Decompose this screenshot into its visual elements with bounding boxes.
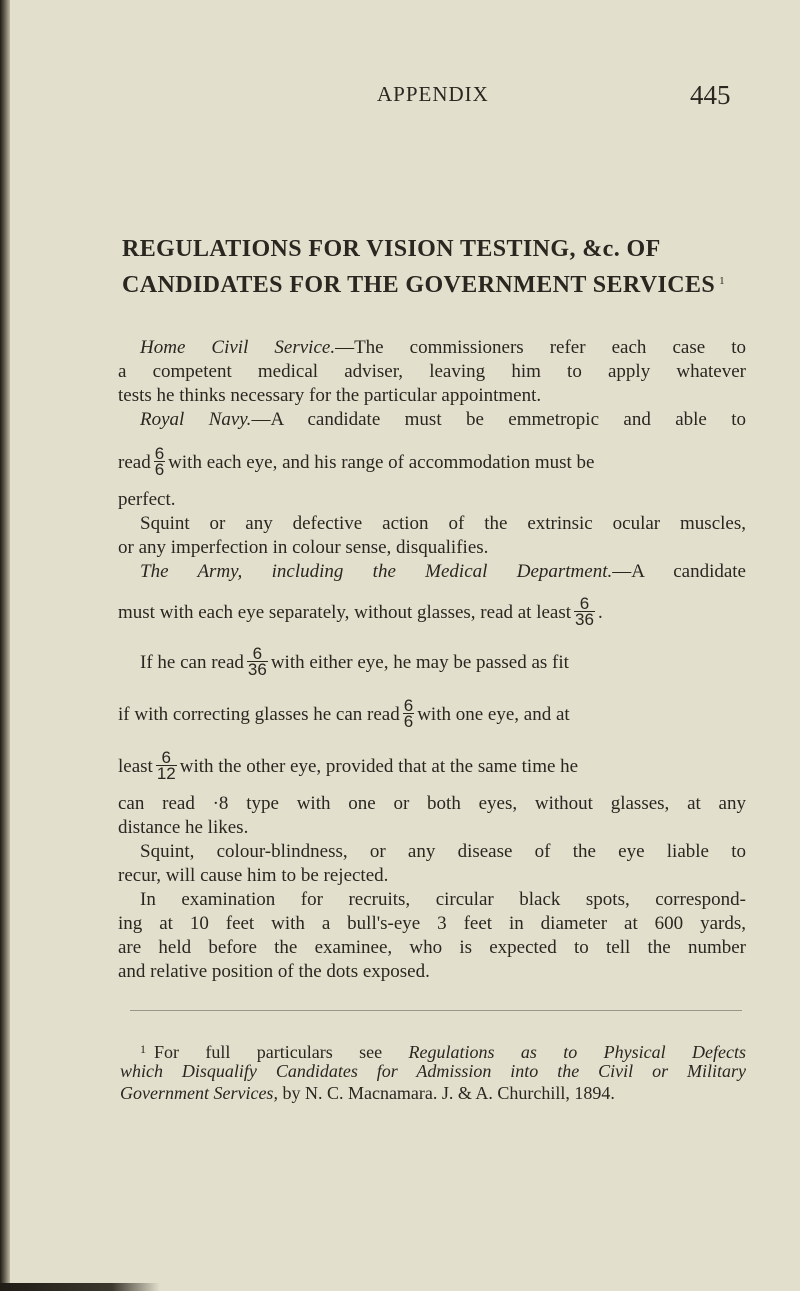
page-number: 445 xyxy=(690,80,731,110)
fraction-6-6: $\frac{6}{6}$ xyxy=(154,444,165,479)
footnote-mark: 1 xyxy=(140,1042,146,1056)
paragraph-army-line-3: If he can read $\frac{6}{36}$ with either eye, he may be passed as fit xyxy=(140,644,569,679)
footnote-reference: 1 xyxy=(719,275,726,287)
paragraph-army-line-13: and relative position of the dots exposed. xyxy=(118,961,430,982)
page-lower-content xyxy=(10,0,800,1291)
fraction-6-6-second: $\frac{6}{6}$ xyxy=(403,696,414,731)
paragraph-army-line-11: ing at 10 feet with a bull's-eye 3 feet in diameter at 600 yards, xyxy=(118,913,746,934)
paragraph-navy-line-1: Royal Navy.—A candidate must be emmetropic and able to xyxy=(140,409,746,430)
home-civil-label: Home Civil Service. xyxy=(140,337,336,358)
paragraph-home-civil-line-1: Home Civil Service.—The commissioners refer each case to xyxy=(140,337,746,358)
army-label: The Army, including the Medical Department. xyxy=(140,561,613,582)
paragraph-navy-line-5: or any imperfection in colour sense, disqualifies. xyxy=(118,537,489,558)
fraction-6-36-second: $\frac{6}{36}$ xyxy=(247,644,267,679)
fraction-6-12: $\frac{6}{12}$ xyxy=(156,748,176,783)
footnote-line-2: which Disqualify Candidates for Admission into the Civil or Military xyxy=(120,1061,746,1081)
paragraph-army-line-6: can read ·8 type with one or both eyes, without glasses, at any xyxy=(118,793,746,814)
footnote-line-3: Government Services, by N. C. Macnamara. J. & A. Churchill, 1894. xyxy=(120,1083,615,1103)
fraction-6-36: $\frac{6}{36}$ xyxy=(575,594,594,629)
paragraph-navy-line-4: Squint or any defective action of the extrinsic ocular muscles, xyxy=(140,513,746,534)
paragraph-army-line-5: least $\frac{6}{12}$ with the other eye, provided that at the same time he xyxy=(118,748,579,783)
paragraph-army-line-9: recur, will cause him to be rejected. xyxy=(118,865,389,886)
running-head-title: APPENDIX xyxy=(377,82,489,106)
paragraph-home-civil-line-3: tests he thinks necessary for the particular appointment. xyxy=(118,385,542,406)
paragraph-army-line-10: In examination for recruits, circular black spots, correspond- xyxy=(140,889,746,910)
paragraph-army-line-2: must with each eye separately, without glasses, read at least $\frac{6}{36}$ . xyxy=(118,594,603,629)
paragraph-army-line-7: distance he likes. xyxy=(118,817,249,838)
paragraph-army-line-1: The Army, including the Medical Department.—A candidate xyxy=(140,561,746,582)
paragraph-navy-line-3: perfect. xyxy=(118,489,176,510)
section-heading-text: CANDIDATES FOR THE GOVERNMENT SERVICES xyxy=(122,272,716,298)
footnote-divider xyxy=(130,1010,742,1011)
paragraph-army-line-8: Squint, colour-blindness, or any disease of the eye liable to xyxy=(140,841,746,862)
navy-label: Royal Navy. xyxy=(140,409,252,430)
paragraph-home-civil-line-2: a competent medical adviser, leaving him to apply whatever xyxy=(118,361,746,382)
footnote-line-1: $^1$ For full particulars see Regulations as to Physical Defects xyxy=(140,1042,746,1062)
page-edge-shadow xyxy=(0,1283,160,1291)
paragraph-army-line-4: if with correcting glasses he can read $\frac{6}{6}$ with one eye, and at xyxy=(118,696,570,731)
section-heading-line-1: REGULATIONS FOR VISION TESTING, &c. OF xyxy=(122,236,661,262)
book-spine-shadow xyxy=(0,0,10,1291)
paragraph-navy-line-2: read $\frac{6}{6}$ with each eye, and his range of accommodation must be xyxy=(118,444,595,479)
paragraph-army-line-12: are held before the examinee, who is expected to tell the number xyxy=(118,937,746,958)
